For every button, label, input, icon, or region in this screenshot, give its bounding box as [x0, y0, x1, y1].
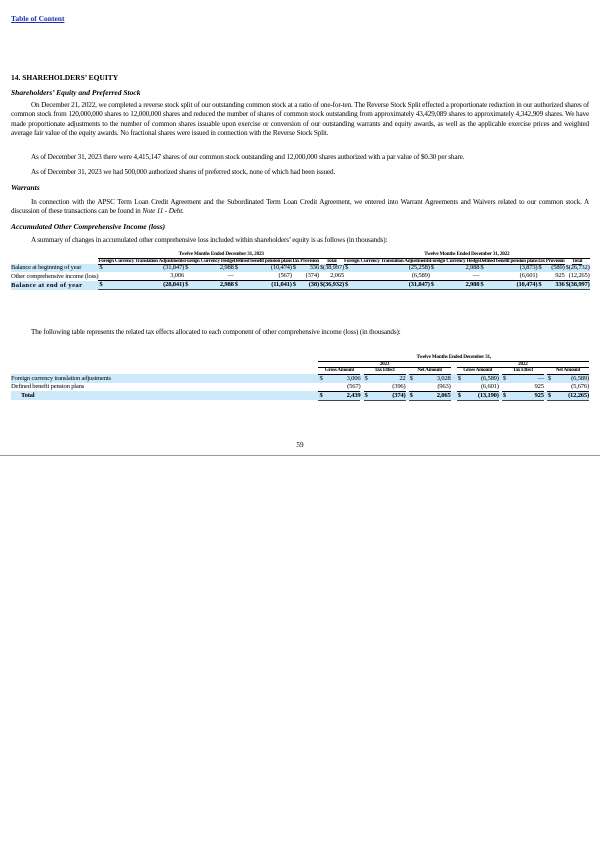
- aoci-value-cell: (31,847): [356, 281, 430, 290]
- tax-value-cell: (963): [416, 383, 451, 392]
- section-title: 14. SHAREHOLDERS’ EQUITY: [11, 73, 119, 82]
- currency-symbol: [98, 272, 110, 281]
- warrants-paragraph-text: In connection with the APSC Term Loan Credit Agreement and the Subordinated Term Loan Credit Agreement, we entered into Warrant Agreements and Waivers related to our common stock. A discussion of these transactions can be found in: [11, 198, 589, 216]
- aoci-value-cell: 3,006: [110, 272, 184, 281]
- tax-column-header-label: Tax Effect: [374, 367, 395, 374]
- aoci-value-cell: (567): [243, 272, 292, 281]
- aoci-value-cell: 2,988: [439, 281, 480, 290]
- aoci-row-label: Balance at beginning of year: [11, 264, 98, 272]
- shares-outstanding-text: As of December 31, 2023 there were 4,415,147 shares of our common stock outstanding and 12,000,000 shares authorized with a par value of $0.30 per share.: [31, 153, 465, 161]
- currency-symbol: $: [364, 374, 371, 383]
- tax-value-cell: —: [509, 374, 544, 383]
- tax-value-cell: (374): [371, 391, 406, 400]
- currency-symbol: [234, 272, 243, 281]
- currency-symbol: $: [479, 264, 487, 272]
- tax-value-cell: 3,006: [326, 374, 361, 383]
- aoci-value-cell: 2,988: [193, 264, 234, 272]
- aoci-value-cell: (589): [543, 264, 565, 272]
- aoci-value-cell: (11,041): [243, 281, 292, 290]
- aoci-column-header-label: Foreign Currency Hedge: [184, 257, 234, 264]
- aoci-value-cell: 336: [543, 281, 565, 290]
- currency-symbol: $: [409, 391, 416, 400]
- aoci-column-header-label: Tax Provision: [291, 257, 319, 264]
- currency-symbol: $: [344, 264, 356, 272]
- tax-row-label: Defined benefit pension plans: [11, 383, 85, 391]
- currency-symbol: $: [292, 264, 296, 271]
- aoci-value-cell: (374): [297, 272, 319, 281]
- currency-symbol: $: [98, 264, 110, 272]
- currency-symbol: $: [479, 281, 487, 290]
- tax-column-header-label: Gross Amount: [463, 367, 493, 374]
- aoci-value-cell: 2,988: [193, 281, 234, 290]
- aoci-column-header-label: Foreign Currency Hedge: [429, 257, 480, 264]
- aoci-value-cell: (10,474): [243, 264, 292, 272]
- aoci-column-header-label: Tax Provision: [537, 257, 565, 264]
- currency-symbol: $: [184, 281, 193, 290]
- tax-value-cell: (6,589): [554, 374, 589, 383]
- currency-symbol: $: [319, 281, 324, 288]
- preferred-text: As of December 31, 2023 we had 500,000 authorized shares of preferred stock, none of which had been issued.: [31, 168, 336, 176]
- aoci-row-label: Balance at end of year: [11, 281, 98, 290]
- aoci-value-cell: (28,841): [110, 281, 184, 290]
- aoci-column-header-label: Total: [572, 257, 583, 264]
- currency-symbol: $: [547, 391, 554, 400]
- currency-symbol: $: [409, 374, 416, 383]
- aoci-value-cell: (10,474): [488, 281, 538, 290]
- currency-symbol: [364, 383, 371, 392]
- currency-symbol: $: [98, 281, 110, 290]
- tax-value-cell: (6,601): [464, 383, 499, 392]
- page-number: 59: [296, 441, 304, 449]
- currency-symbol: [479, 272, 487, 281]
- tax-column-header-label: Net Amount: [417, 367, 442, 374]
- aoci-heading: Accumulated Other Comprehensive Income (loss): [11, 222, 166, 231]
- currency-symbol: $: [457, 374, 464, 383]
- aoci-intro: [11, 236, 387, 245]
- aoci-column-header-label: Total: [326, 257, 337, 264]
- aoci-value-cell: 2,988: [439, 264, 480, 272]
- aoci-column-header-row: [11, 258, 590, 264]
- aoci-column-header-label: Foreign Currency Translation Adjustments: [98, 257, 185, 264]
- tax-value-cell: 22: [371, 374, 406, 383]
- aoci-table: [11, 252, 590, 290]
- tax-effects-table: [11, 355, 589, 401]
- tax-table-row: [11, 374, 589, 383]
- aoci-value-cell: (38,997): [568, 281, 590, 288]
- currency-symbol: [502, 383, 509, 392]
- table-of-content-link[interactable]: Table of Content: [11, 14, 65, 23]
- tax-table-row: [11, 383, 589, 392]
- aoci-value-cell: 925: [543, 272, 565, 281]
- aoci-table-row: [11, 264, 590, 272]
- currency-symbol: $: [565, 264, 569, 271]
- warrants-paragraph: [11, 198, 589, 217]
- tax-value-cell: 3,028: [416, 374, 451, 383]
- tax-value-cell: 2,065: [416, 391, 451, 400]
- aoci-value-cell: 336: [297, 264, 319, 272]
- page-divider: [0, 455, 600, 456]
- currency-symbol: $: [319, 264, 324, 271]
- currency-symbol: $: [538, 264, 542, 271]
- tax-intro-text: The following table represents the related tax effects allocated to each component of other comprehensive income (loss) (in thousands):: [31, 328, 401, 336]
- tax-value-cell: (567): [326, 383, 361, 392]
- tax-value-cell: (5,676): [554, 383, 589, 392]
- preferred-line: [11, 168, 335, 177]
- currency-symbol: [184, 272, 193, 281]
- currency-symbol: $: [292, 281, 296, 288]
- aoci-column-header-label: Defined benefit pension plans: [479, 257, 538, 264]
- tax-value-cell: (12,265): [554, 391, 589, 400]
- aoci-value-cell: 2,065: [323, 272, 344, 281]
- equity-paragraph-text: On December 21, 2022, we completed a reverse stock split of our outstanding common stock at a ratio of one-for-ten. The Reverse Stock Split effected a proportionate reduction in our authorized shares of common stock from 120,000,000 shares to 12,000,000 shares and reduced the number of shares of common stock outstanding from approximately 43,429,089 shares to approximately 4,342,909 shares. We have made proportionate adjustments to the number of common shares issuable upon exercise or conversion of our outstanding warrants and equity awards, as well as the applicable exercise prices and weighted average fair value of the equity awards. No fractional shares were issued in connection with the Reverse Stock Split.: [11, 101, 589, 137]
- currency-symbol: $: [565, 281, 569, 288]
- aoci-intro-text: A summary of changes in accumulated other comprehensive loss included within shareholders’ equity is as follows (in thousands):: [31, 236, 388, 244]
- aoci-group-2023-label: Twelve Months Ended December 31, 2023: [178, 251, 264, 257]
- aoci-value-cell: (38,997): [323, 264, 344, 271]
- currency-symbol: $: [430, 281, 439, 290]
- currency-symbol: $: [547, 374, 554, 383]
- tax-year-2023-label: 2023: [379, 360, 390, 367]
- tax-value-cell: (13,190): [464, 391, 499, 400]
- tax-value-cell: 2,439: [326, 391, 361, 400]
- currency-symbol: $: [184, 264, 193, 272]
- currency-symbol: [344, 272, 356, 281]
- currency-symbol: [457, 383, 464, 392]
- aoci-value-cell: (31,847): [110, 264, 184, 272]
- aoci-column-header-label: Defined benefit pension plans: [233, 257, 292, 264]
- currency-symbol: [318, 383, 325, 392]
- aoci-value-cell: —: [193, 272, 234, 281]
- currency-symbol: $: [502, 391, 509, 400]
- shares-outstanding-line: [11, 153, 464, 162]
- equity-paragraph: [11, 101, 589, 138]
- aoci-group-2022-label: Twelve Months Ended December 31, 2022: [424, 251, 510, 257]
- currency-symbol: $: [318, 374, 325, 383]
- currency-symbol: $: [457, 391, 464, 400]
- currency-symbol: $: [364, 391, 371, 400]
- aoci-value-cell: (26,732): [568, 264, 590, 271]
- tax-intro: [11, 328, 401, 337]
- currency-symbol: $: [502, 374, 509, 383]
- aoci-value-cell: (3,873): [488, 264, 538, 272]
- tax-table-row: [11, 391, 589, 400]
- currency-symbol: [430, 272, 439, 281]
- aoci-table-row: [11, 272, 590, 281]
- currency-symbol: $: [344, 281, 356, 290]
- tax-group-label: Twelve Months Ended December 31,: [416, 354, 491, 360]
- currency-symbol: $: [318, 391, 325, 400]
- tax-column-header-label: Net Amount: [555, 367, 581, 374]
- tax-year-2022-label: 2022: [518, 360, 528, 367]
- aoci-table-row: [11, 281, 590, 290]
- tax-row-label: Foreign currency translation adjustments: [11, 374, 318, 383]
- aoci-value-cell: (6,601): [488, 272, 538, 281]
- currency-symbol: $: [234, 264, 243, 272]
- currency-symbol: $: [234, 281, 243, 290]
- tax-column-header-label: Tax Effect: [512, 367, 533, 374]
- tax-column-header-label: Gross Amount: [324, 367, 354, 374]
- currency-symbol: [547, 383, 554, 392]
- currency-symbol: $: [430, 264, 439, 272]
- aoci-value-cell: (25,258): [356, 264, 430, 272]
- aoci-value-cell: (6,589): [356, 272, 430, 281]
- note-reference: Note 11 - Debt.: [142, 207, 184, 216]
- tax-row-label: Total: [11, 391, 318, 400]
- aoci-value-cell: (36,932): [323, 281, 344, 288]
- currency-symbol: $: [538, 281, 542, 288]
- tax-value-cell: 925: [509, 383, 544, 392]
- tax-value-cell: (6,589): [464, 374, 499, 383]
- tax-value-cell: 925: [509, 391, 544, 400]
- aoci-row-label: Other comprehensive income (loss): [11, 272, 99, 280]
- aoci-value-cell: (12,265): [568, 272, 590, 279]
- warrants-heading: Warrants: [11, 183, 40, 192]
- currency-symbol: [409, 383, 416, 392]
- equity-heading: Shareholders’ Equity and Preferred Stock: [11, 88, 141, 97]
- aoci-column-header-label: Foreign Currency Translation Adjustments: [343, 257, 430, 264]
- aoci-value-cell: (38): [297, 281, 319, 290]
- aoci-value-cell: —: [439, 272, 480, 281]
- tax-year-header-row: [11, 361, 589, 368]
- tax-value-cell: (396): [371, 383, 406, 392]
